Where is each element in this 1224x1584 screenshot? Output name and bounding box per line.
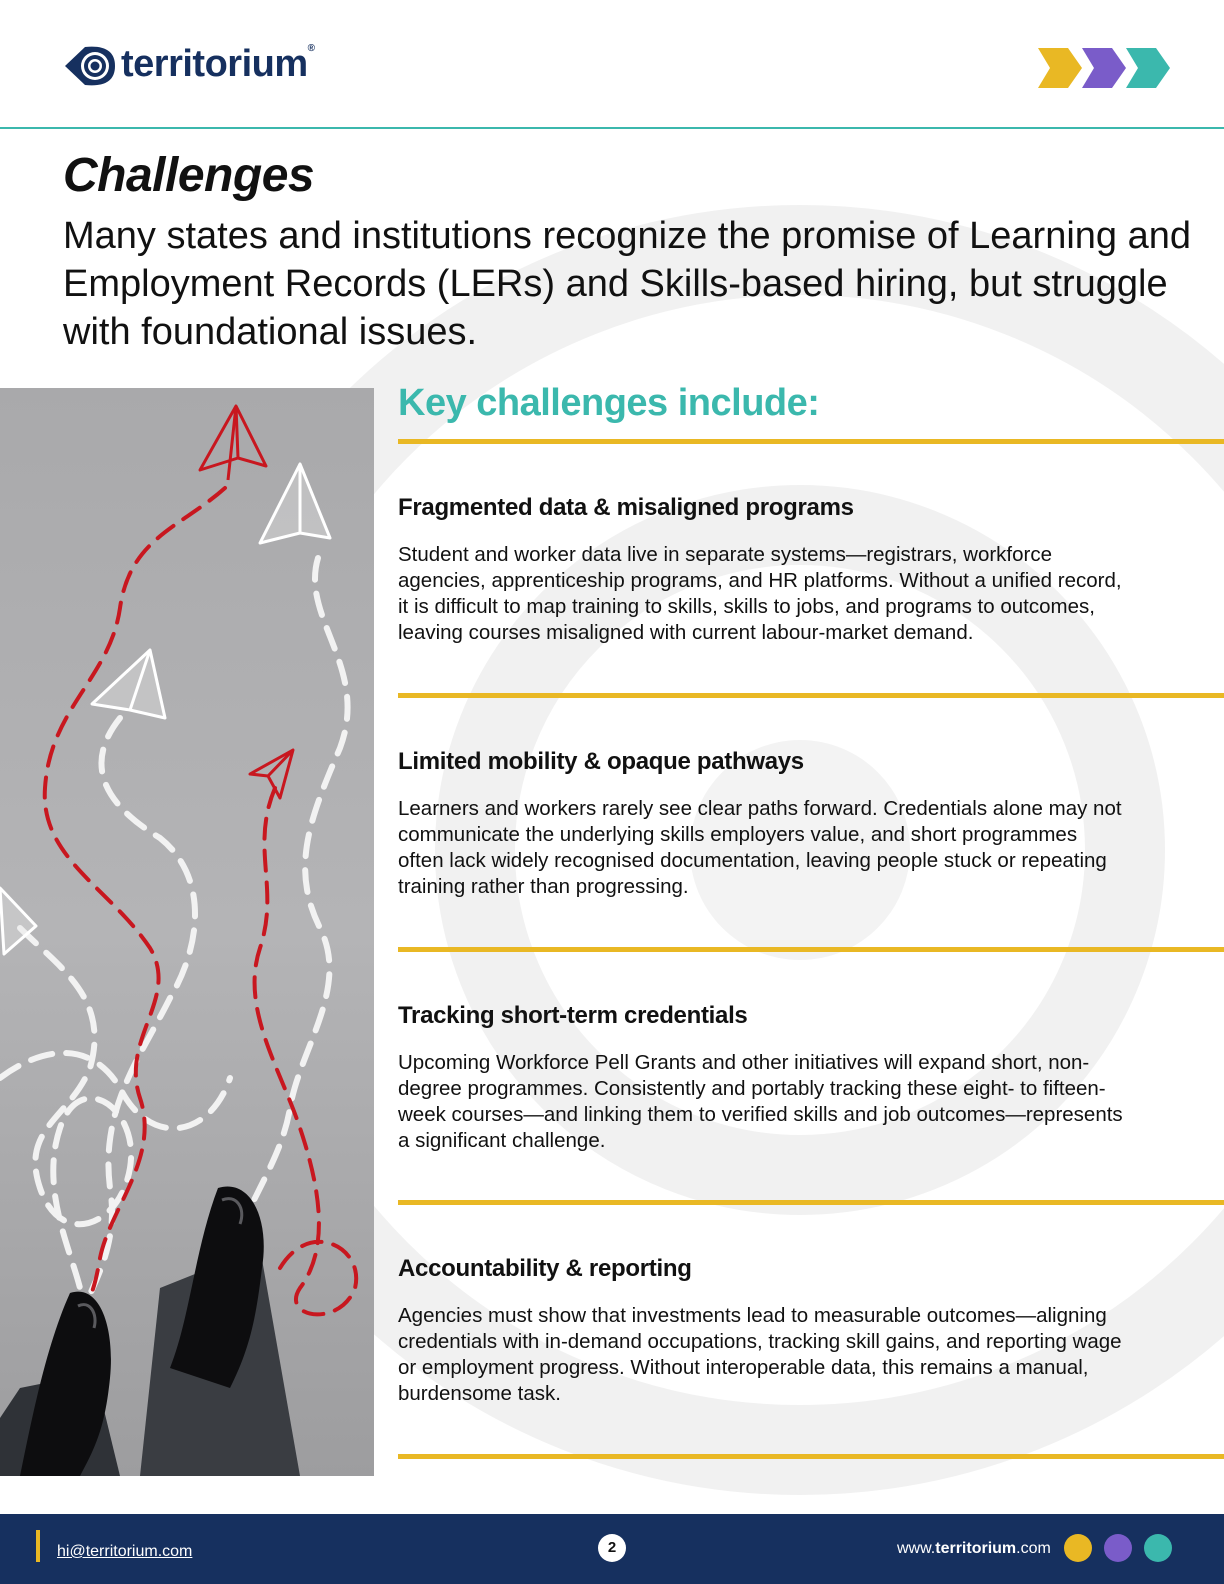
challenge-body: Agencies must show that investments lead to measurable outcomes—aligning credentials with in-demand occupations, tracking skill gains, and reporting wage or employment progress. Without interoperable data, this remains a manual, burdensome task. bbox=[398, 1304, 1122, 1405]
challenge-title: Tracking short-term credentials bbox=[398, 1002, 748, 1029]
section-divider bbox=[398, 1200, 1224, 1205]
challenge-body: Learners and workers rarely see clear paths forward. Credentials alone may not communicate the underlying skills employers value, and short programmes often lack widely recognised documentation, leaving people stuck or repeating training rather than progressing. bbox=[398, 797, 1122, 898]
footer-website-link[interactable]: www.territorium.com bbox=[897, 1540, 1051, 1557]
section-divider bbox=[398, 1454, 1224, 1459]
challenge-fragmented-data bbox=[398, 494, 1128, 646]
challenge-limited-mobility bbox=[398, 748, 1128, 900]
logo-wordmark: territorium® bbox=[121, 42, 315, 85]
section-divider bbox=[398, 439, 1224, 444]
challenge-body: Upcoming Workforce Pell Grants and other initiatives will expand short, non-degree programmes. Consistently and portably tracking these eight- to fifteen-week courses—and linking them to verified skills and job outcomes—represents a significant challenge. bbox=[398, 1051, 1123, 1152]
key-challenges-heading: Key challenges include: bbox=[398, 382, 820, 424]
page-number-badge: 2 bbox=[598, 1534, 626, 1562]
paper-planes-photo bbox=[0, 388, 374, 1476]
yellow-dot-icon bbox=[1064, 1534, 1092, 1562]
challenge-accountability bbox=[398, 1255, 1128, 1407]
footer-accent-bar bbox=[36, 1530, 40, 1562]
page-title: Challenges bbox=[63, 149, 315, 202]
footer-color-dots bbox=[1064, 1534, 1172, 1562]
challenge-short-term-credentials bbox=[398, 1002, 1128, 1154]
footer-email-link[interactable]: hi@territorium.com bbox=[57, 1543, 193, 1560]
teal-dot-icon bbox=[1144, 1534, 1172, 1562]
intro-text: Many states and institutions recognize the promise of Learning and Employment Records (LERs) and Skills-based hiring, but struggle with foundational issues. bbox=[63, 215, 1191, 353]
purple-dot-icon bbox=[1104, 1534, 1132, 1562]
challenge-title: Limited mobility & opaque pathways bbox=[398, 748, 804, 775]
challenge-body: Student and worker data live in separate systems—registrars, workforce agencies, apprenticeship programs, and HR platforms. Without a unified record, it is difficult to map training to skills, skills to jobs, and programs to outcomes, leaving courses misaligned with current labour-market demand. bbox=[398, 543, 1122, 644]
section-divider bbox=[398, 947, 1224, 952]
challenge-title: Accountability & reporting bbox=[398, 1255, 692, 1282]
section-divider bbox=[398, 693, 1224, 698]
challenge-title: Fragmented data & misaligned programs bbox=[398, 494, 854, 521]
